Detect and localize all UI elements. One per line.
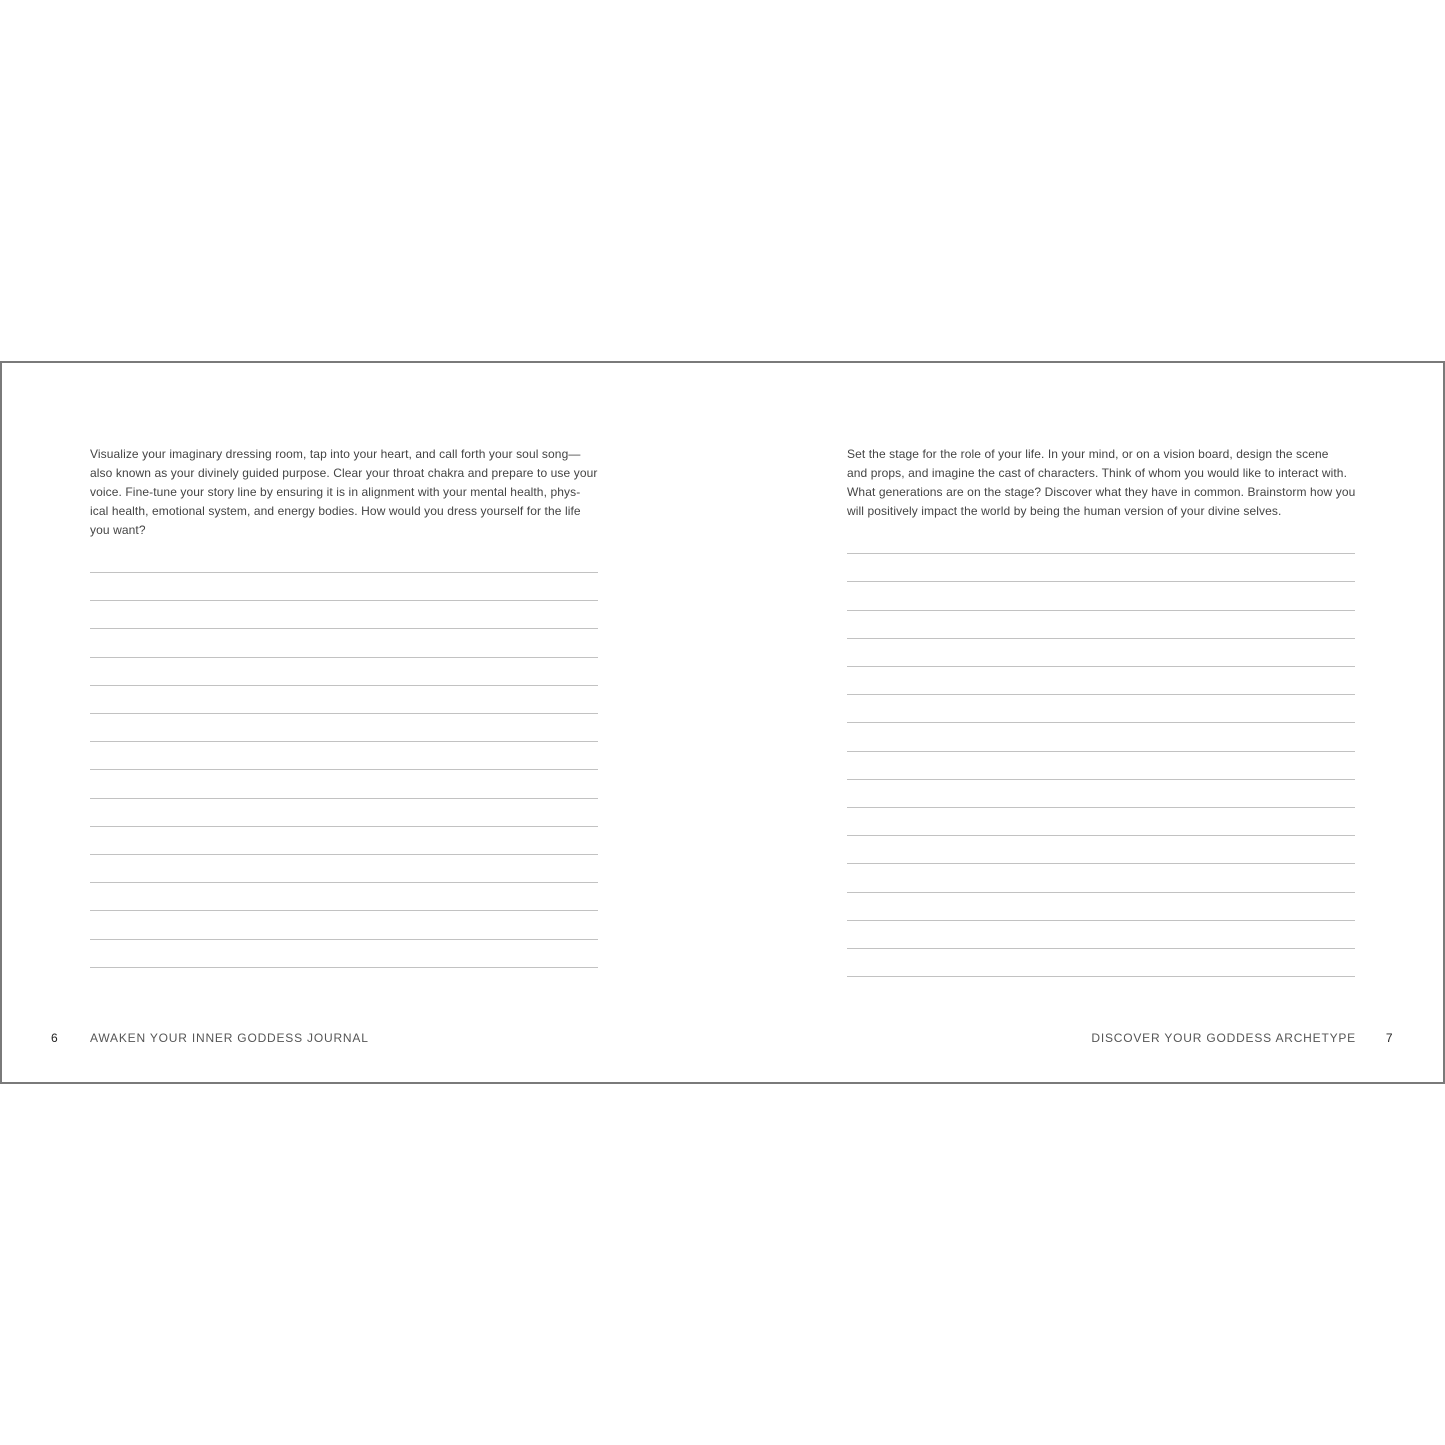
prompt-line: Visualize your imaginary dressing room, tap into your heart, and call forth your soul song— bbox=[90, 447, 581, 461]
writing-line[interactable] bbox=[90, 910, 598, 911]
writing-line[interactable] bbox=[90, 854, 598, 855]
prompt-line: voice. Fine-tune your story line by ensuring it is in alignment with your mental health, phys- bbox=[90, 485, 581, 499]
writing-line[interactable] bbox=[90, 572, 598, 573]
prompt-line: and props, and imagine the cast of characters. Think of whom you would like to interact with. bbox=[847, 466, 1347, 480]
prompt-line: you want? bbox=[90, 523, 146, 537]
right-page bbox=[722, 363, 1443, 1082]
page-number: 6 bbox=[51, 1031, 59, 1045]
right-journal-prompt bbox=[847, 445, 1359, 521]
writing-line[interactable] bbox=[847, 892, 1355, 893]
prompt-line: Set the stage for the role of your life. In your mind, or on a vision board, design the scene bbox=[847, 447, 1329, 461]
writing-line[interactable] bbox=[847, 722, 1355, 723]
writing-line[interactable] bbox=[847, 807, 1355, 808]
writing-line[interactable] bbox=[847, 751, 1355, 752]
writing-line[interactable] bbox=[90, 713, 598, 714]
prompt-line: ical health, emotional system, and energy bodies. How would you dress yourself for the life bbox=[90, 504, 581, 518]
writing-line[interactable] bbox=[90, 798, 598, 799]
running-title: DISCOVER YOUR GODDESS ARCHETYPE bbox=[1091, 1031, 1356, 1045]
prompt-line: also known as your divinely guided purpose. Clear your throat chakra and prepare to use your bbox=[90, 466, 598, 480]
writing-line[interactable] bbox=[847, 948, 1355, 949]
writing-line[interactable] bbox=[847, 835, 1355, 836]
writing-line[interactable] bbox=[90, 685, 598, 686]
page-number: 7 bbox=[1385, 1031, 1393, 1045]
writing-line[interactable] bbox=[847, 920, 1355, 921]
running-title: AWAKEN YOUR INNER GODDESS JOURNAL bbox=[90, 1031, 369, 1045]
writing-line[interactable] bbox=[847, 553, 1355, 554]
prompt-line: What generations are on the stage? Discover what they have in common. Brainstorm how you bbox=[847, 485, 1356, 499]
writing-line[interactable] bbox=[847, 581, 1355, 582]
writing-line[interactable] bbox=[90, 600, 598, 601]
book-spread bbox=[0, 361, 1445, 1084]
writing-line[interactable] bbox=[90, 741, 598, 742]
left-journal-prompt bbox=[90, 445, 602, 540]
writing-line[interactable] bbox=[847, 779, 1355, 780]
writing-line[interactable] bbox=[847, 976, 1355, 977]
writing-line[interactable] bbox=[90, 939, 598, 940]
writing-line[interactable] bbox=[90, 967, 598, 968]
writing-line[interactable] bbox=[847, 666, 1355, 667]
writing-line[interactable] bbox=[847, 610, 1355, 611]
writing-line[interactable] bbox=[90, 769, 598, 770]
writing-line[interactable] bbox=[90, 657, 598, 658]
writing-line[interactable] bbox=[90, 882, 598, 883]
prompt-line: will positively impact the world by being the human version of your divine selves. bbox=[847, 504, 1282, 518]
writing-line[interactable] bbox=[847, 694, 1355, 695]
writing-line[interactable] bbox=[847, 863, 1355, 864]
writing-line[interactable] bbox=[847, 638, 1355, 639]
writing-line[interactable] bbox=[90, 826, 598, 827]
left-page bbox=[2, 363, 722, 1082]
writing-line[interactable] bbox=[90, 628, 598, 629]
